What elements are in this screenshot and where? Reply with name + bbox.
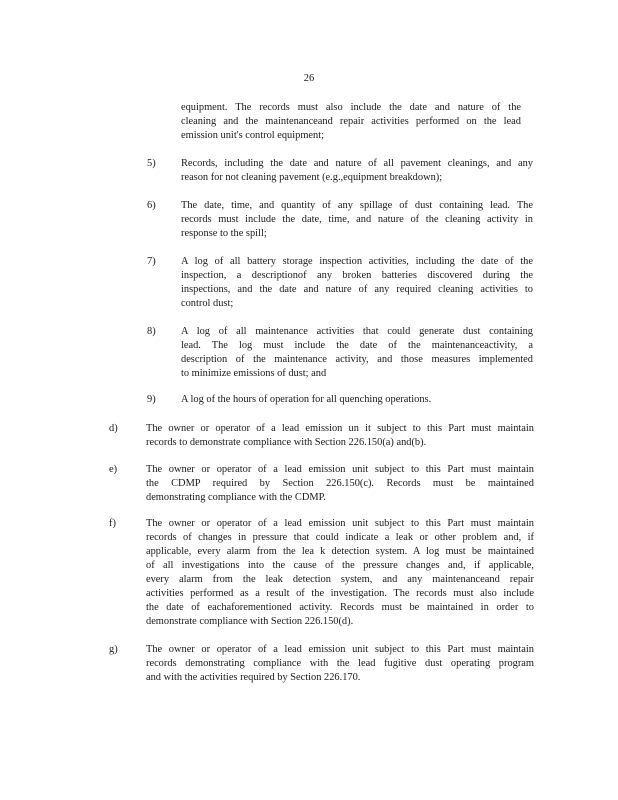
numbered-item-8 [181,325,533,381]
numbered-item-8-label: 8) [147,326,156,337]
numbered-item-7 [181,255,533,311]
lettered-item-g-label: g) [109,644,118,655]
continuation-paragraph-line: cleaning and the maintenanceand repair activities performed on the lead [181,116,521,127]
lettered-item-d [146,422,534,450]
lettered-item-e-line: The owner or operator of a lead emission unit subject to this Part must maintain [146,464,534,475]
lettered-item-f-line: records of changes in pressure that could indicate a leak or other problem and, if [146,532,534,543]
lettered-item-f [146,517,534,629]
lettered-item-g-line: The owner or operator of a lead emission unit subject to this Part must maintain [146,644,534,655]
numbered-item-9-line: A log of the hours of operation for all quenching operations. [181,394,432,405]
numbered-item-6-line: response to the spill; [181,228,267,239]
lettered-item-e-label: e) [109,464,118,475]
lettered-item-f-line: activities performed as a result of the investigation. The records must also include [146,588,534,599]
numbered-item-9-label: 9) [147,394,156,405]
numbered-item-6 [181,199,533,241]
lettered-item-f-line: every alarm from the leak detection system, and any maintenanceand repair [146,574,534,585]
numbered-item-8-line: A log of all maintenance activities that could generate dust containing [181,326,533,337]
numbered-item-8-line: lead. The log must include the date of the maintenanceactivity, a [181,340,533,351]
page-number: 26 [303,73,315,84]
numbered-item-5-line: Records, including the date and nature of all pavement cleanings, and any [181,158,533,169]
numbered-item-5-label: 5) [147,158,156,169]
numbered-item-7-line: control dust; [181,298,234,309]
lettered-item-g [146,643,534,685]
lettered-item-e-line: the CDMP required by Section 226.150(c). Records must be maintained [146,478,534,489]
lettered-item-f-line: applicable, every alarm from the lea k detection system. A log must be maintained [146,546,534,557]
continuation-paragraph-line: equipment. The records must also include the date and nature of the [181,102,521,113]
numbered-item-5-line: reason for not cleaning pavement (e.g.,equipment breakdown); [181,172,443,183]
numbered-item-8-line: to minimize emissions of dust; and [181,368,327,379]
lettered-item-f-line: of all investigations into the cause of the pressure changes and, if applicable, [146,560,534,571]
numbered-item-7-line: A log of all battery storage inspection activities, including the date of the [181,256,533,267]
lettered-item-f-label: f) [109,518,116,529]
lettered-item-e-line: demonstrating compliance with the CDMP. [146,492,326,503]
numbered-item-5 [181,157,533,185]
lettered-item-e [146,463,534,505]
lettered-item-d-line: The owner or operator of a lead emission un it subject to this Part must maintain [146,423,534,434]
lettered-item-f-line: The owner or operator of a lead emission unit subject to this Part must maintain [146,518,534,529]
lettered-item-d-line: records to demonstrate compliance with Section 226.150(a) and(b). [146,437,427,448]
numbered-item-7-line: inspections, and the date and nature of any required cleaning activities to [181,284,533,295]
lettered-item-f-line: demonstrate compliance with Section 226.150(d). [146,616,354,627]
numbered-item-7-line: inspection, a descriptionof any broken batteries discovered during the [181,270,533,281]
continuation-paragraph [181,101,521,143]
continuation-paragraph-line: emission unit's control equipment; [181,130,324,141]
numbered-item-7-label: 7) [147,256,156,267]
numbered-item-6-line: records must include the date, time, and nature of the cleaning activity in [181,214,533,225]
lettered-item-d-label: d) [109,423,118,434]
numbered-item-9 [181,393,533,407]
numbered-item-6-line: The date, time, and quantity of any spillage of dust containing lead. The [181,200,533,211]
lettered-item-g-line: records demonstrating compliance with the lead fugitive dust operating program [146,658,534,669]
numbered-item-6-label: 6) [147,200,156,211]
lettered-item-g-line: and with the activities required by Section 226.170. [146,672,361,683]
numbered-item-8-line: description of the maintenance activity, and those measures implemented [181,354,533,365]
lettered-item-f-line: the date of eachaforementioned activity. Records must be maintained in order to [146,602,534,613]
